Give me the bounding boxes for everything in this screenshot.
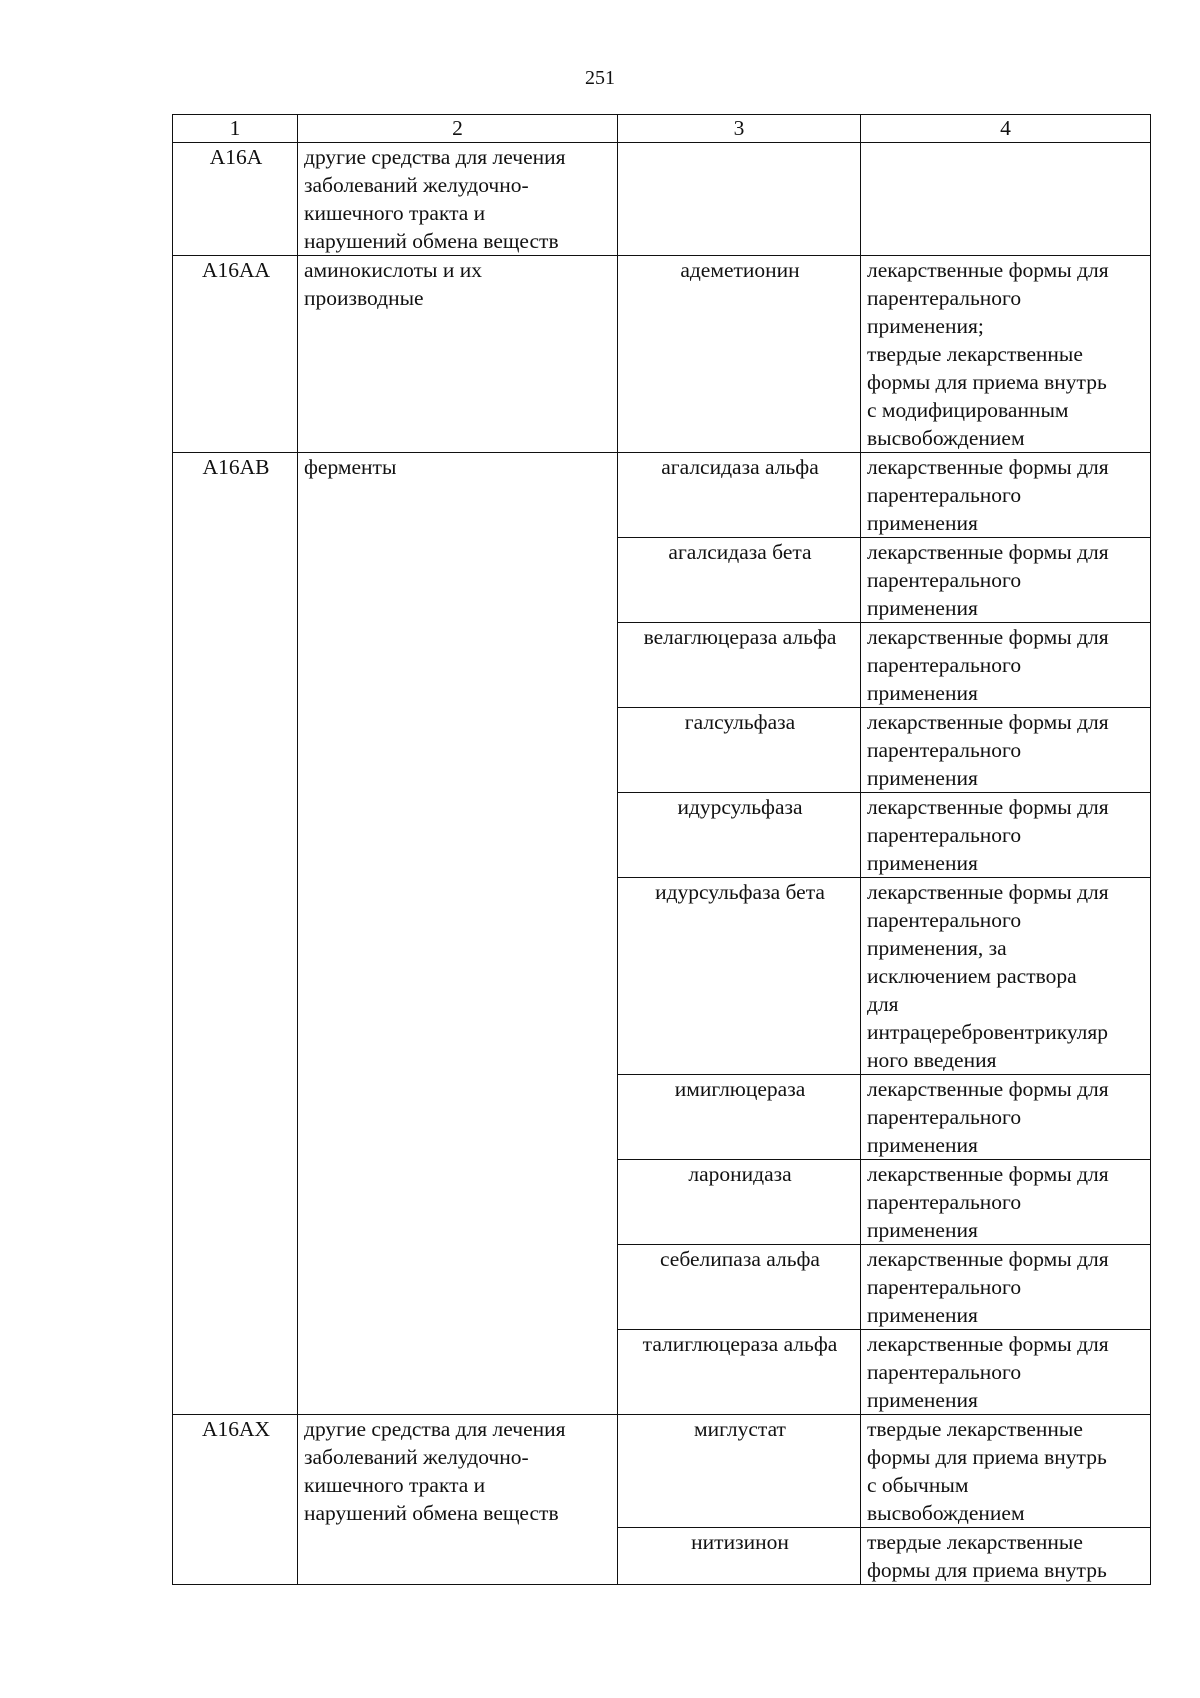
- group-name-cell: [298, 1415, 618, 1585]
- table-body: [173, 143, 1151, 1585]
- dosage-form-line: лекарственные формы для: [867, 1077, 1109, 1101]
- substance-cell: галсульфаза: [618, 708, 861, 793]
- dosage-form-line: применения: [867, 511, 978, 535]
- dosage-forms-cell: [861, 1415, 1151, 1528]
- dosage-form-line: твердые лекарственные: [867, 1530, 1083, 1554]
- group-name-line: аминокислоты и их: [304, 258, 482, 282]
- table-row: [173, 453, 1151, 538]
- substance-cell: талиглюцераза альфа: [618, 1330, 861, 1415]
- dosage-forms-cell: [861, 1075, 1151, 1160]
- substance-cell: адеметионин: [618, 256, 861, 453]
- group-name-line: кишечного тракта и: [304, 1473, 486, 1497]
- substance-cell: ларонидаза: [618, 1160, 861, 1245]
- dosage-form-line: применения: [867, 1303, 978, 1327]
- group-name-line: нарушений обмена веществ: [304, 1501, 559, 1525]
- dosage-form-line: формы для приема внутрь: [867, 1445, 1107, 1469]
- dosage-form-line: парентерального: [867, 1105, 1022, 1129]
- dosage-forms-cell: [861, 1245, 1151, 1330]
- dosage-form-line: парентерального: [867, 653, 1022, 677]
- dosage-form-line: применения: [867, 1388, 978, 1412]
- dosage-form-line: применения: [867, 681, 978, 705]
- dosage-form-line: лекарственные формы для: [867, 1332, 1109, 1356]
- group-name-line: производные: [304, 286, 424, 310]
- dosage-form-line: парентерального: [867, 738, 1022, 762]
- dosage-form-line: интрацеребровентрикуляр: [867, 1020, 1109, 1044]
- dosage-form-line: высвобождением: [867, 1501, 1025, 1525]
- dosage-forms-cell: [861, 793, 1151, 878]
- medicines-table: [172, 114, 1151, 1585]
- substance-cell: идурсульфаза: [618, 793, 861, 878]
- group-name-line: ферменты: [304, 455, 397, 479]
- group-name-line: нарушений обмена веществ: [304, 229, 559, 253]
- substance-cell: миглустат: [618, 1415, 861, 1528]
- substance-cell: себелипаза альфа: [618, 1245, 861, 1330]
- dosage-form-line: формы для приема внутрь: [867, 370, 1107, 394]
- dosage-forms-cell: [861, 1528, 1151, 1585]
- page-number: 251: [585, 67, 615, 89]
- dosage-form-line: твердые лекарственные: [867, 1417, 1083, 1441]
- dosage-form-line: исключением раствора: [867, 964, 1077, 988]
- dosage-form-line: парентерального: [867, 1275, 1022, 1299]
- dosage-form-line: парентерального: [867, 908, 1022, 932]
- column-header-2: 2: [298, 115, 618, 143]
- dosage-form-line: лекарственные формы для: [867, 455, 1109, 479]
- dosage-form-line: лекарственные формы для: [867, 1162, 1109, 1186]
- dosage-form-line: ного введения: [867, 1048, 997, 1072]
- substance-cell: [618, 143, 861, 256]
- dosage-forms-cell: [861, 878, 1151, 1075]
- column-header-3: 3: [618, 115, 861, 143]
- substance-cell: идурсульфаза бета: [618, 878, 861, 1075]
- dosage-form-line: применения: [867, 596, 978, 620]
- dosage-form-line: применения, за: [867, 936, 1007, 960]
- dosage-form-line: парентерального: [867, 568, 1022, 592]
- dosage-form-line: применения: [867, 1218, 978, 1242]
- dosage-forms-cell: [861, 143, 1151, 256]
- dosage-form-line: с обычным: [867, 1473, 969, 1497]
- table-row: [173, 1415, 1151, 1528]
- table-header-row: [173, 115, 1151, 143]
- substance-cell: агалсидаза бета: [618, 538, 861, 623]
- table-row: [173, 256, 1151, 453]
- group-name-cell: [298, 256, 618, 453]
- dosage-form-line: лекарственные формы для: [867, 1247, 1109, 1271]
- dosage-form-line: лекарственные формы для: [867, 795, 1109, 819]
- dosage-form-line: лекарственные формы для: [867, 710, 1109, 734]
- group-name-cell: [298, 453, 618, 1415]
- dosage-form-line: парентерального: [867, 1360, 1022, 1384]
- dosage-form-line: применения: [867, 766, 978, 790]
- substance-cell: велаглюцераза альфа: [618, 623, 861, 708]
- dosage-forms-cell: [861, 256, 1151, 453]
- dosage-form-line: парентерального: [867, 1190, 1022, 1214]
- dosage-form-line: применения: [867, 851, 978, 875]
- dosage-form-line: высвобождением: [867, 426, 1025, 450]
- dosage-form-line: твердые лекарственные: [867, 342, 1083, 366]
- atc-code-cell: A16A: [173, 143, 298, 256]
- dosage-form-line: лекарственные формы для: [867, 540, 1109, 564]
- dosage-forms-cell: [861, 453, 1151, 538]
- dosage-form-line: применения: [867, 1133, 978, 1157]
- atc-code-cell: A16AX: [173, 1415, 298, 1585]
- group-name-line: другие средства для лечения: [304, 145, 566, 169]
- atc-code-cell: A16AA: [173, 256, 298, 453]
- dosage-form-line: парентерального: [867, 483, 1022, 507]
- dosage-forms-cell: [861, 708, 1151, 793]
- dosage-form-line: применения;: [867, 314, 984, 338]
- atc-code-cell: A16AB: [173, 453, 298, 1415]
- substance-cell: агалсидаза альфа: [618, 453, 861, 538]
- dosage-forms-cell: [861, 1160, 1151, 1245]
- dosage-forms-cell: [861, 623, 1151, 708]
- dosage-form-line: для: [867, 992, 899, 1016]
- dosage-form-line: лекарственные формы для: [867, 625, 1109, 649]
- dosage-form-line: парентерального: [867, 286, 1022, 310]
- dosage-form-line: с модифицированным: [867, 398, 1069, 422]
- table-row: [173, 143, 1151, 256]
- group-name-line: другие средства для лечения: [304, 1417, 566, 1441]
- group-name-cell: [298, 143, 618, 256]
- dosage-form-line: парентерального: [867, 823, 1022, 847]
- dosage-forms-cell: [861, 1330, 1151, 1415]
- group-name-line: кишечного тракта и: [304, 201, 486, 225]
- group-name-line: заболеваний желудочно-: [304, 173, 529, 197]
- substance-cell: нитизинон: [618, 1528, 861, 1585]
- dosage-forms-cell: [861, 538, 1151, 623]
- column-header-1: 1: [173, 115, 298, 143]
- dosage-form-line: лекарственные формы для: [867, 258, 1109, 282]
- column-header-4: 4: [861, 115, 1151, 143]
- group-name-line: заболеваний желудочно-: [304, 1445, 529, 1469]
- substance-cell: имиглюцераза: [618, 1075, 861, 1160]
- dosage-form-line: формы для приема внутрь: [867, 1558, 1107, 1582]
- dosage-form-line: лекарственные формы для: [867, 880, 1109, 904]
